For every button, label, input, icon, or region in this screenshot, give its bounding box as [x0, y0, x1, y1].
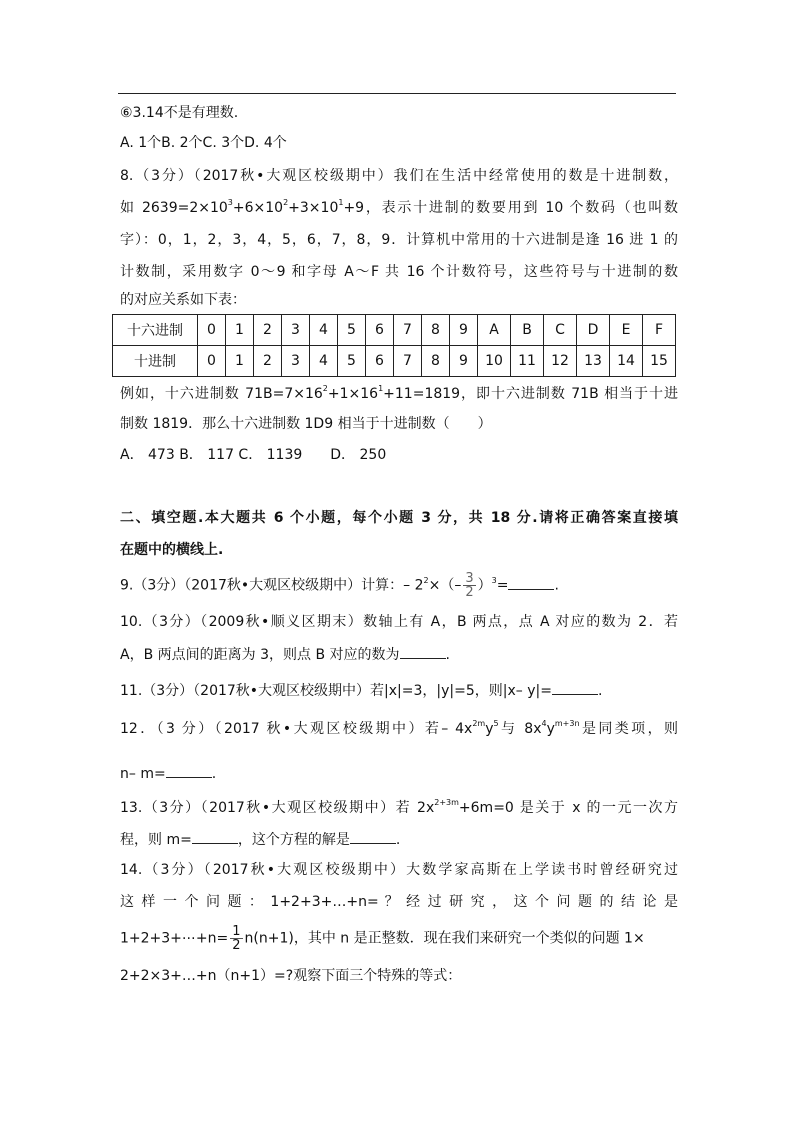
q14-line-2: 这 样 一 个 问 题 ： 1+2+3+…+n= ？ 经 过 研 究 ， 这 个 问 题 的 结 论 是: [120, 894, 678, 910]
q10-line-2: A，B 两点间的距离为 3，则点 B 对应的数为 .: [120, 644, 678, 665]
statement-6: ⑥3.14不是有理数.: [120, 105, 239, 121]
q8-line-3: 字）：0，1，2，3，4，5，6，7，8，9．计算机中常用的十六进制是逢 16 进 1 的: [120, 232, 678, 248]
hex-decimal-table: [112, 314, 676, 377]
section-2-heading-2: 在题中的横线上.: [120, 542, 224, 558]
table-cell: 3: [282, 346, 310, 377]
fraction: $\frac{1}{2}$: [232, 924, 241, 953]
table-cell: 15: [643, 346, 676, 377]
table-cell: 0: [198, 315, 226, 346]
table-cell: 5: [338, 315, 366, 346]
table-row: [113, 315, 676, 346]
q8-line-1: 8.（3分）（2017秋•大观区校级期中）我们在生活中经常使用的数是十进制数，: [120, 168, 678, 184]
table-cell: C: [544, 315, 577, 346]
table-cell: 4: [310, 315, 338, 346]
table-cell: 7: [394, 315, 422, 346]
q8-line-5: 的对应关系如下表：: [120, 292, 246, 308]
table-row: [113, 346, 676, 377]
q14-line-1: 14.（3分）（2017秋•大观区校级期中）大数学家高斯在上学读书时曾经研究过: [120, 862, 678, 878]
q13-line-1: 13.（3分）（2017秋•大观区校级期中）若 $2x^{2+3m}+6m=0$ 是关于 x 的一元一次方: [120, 798, 678, 816]
q11: 11.（3分）（2017秋•大观区校级期中）若|x|=3，|y|=5，则|x– y|= .: [120, 680, 678, 701]
q12-line-1: 12．（3 分）（2017 秋•大观区校级期中）若– $4x^{2m}y^5$与 $8x^4y^{m+3n}$是同类项，则: [120, 719, 679, 737]
answer-blank: [552, 680, 598, 695]
q14-line-4: 2+2×3+…+n（n+1）=?观察下面三个特殊的等式：: [120, 968, 462, 984]
q9: 9.（3分）（2017秋•大观区校级期中）计算：– $2^2\times(-$ $\frac{3}{2}$ ）$^3$= .: [120, 571, 559, 600]
q10-line-1: 10.（3分）（2009秋•顺义区期末）数轴上有 A，B 两点，点 A 对应的数为 2．若: [120, 614, 678, 630]
table-cell: 9: [450, 315, 478, 346]
table-cell: 8: [422, 315, 450, 346]
table-cell: 1: [226, 315, 254, 346]
table-cell: D: [577, 315, 610, 346]
table-cell: 2: [254, 315, 282, 346]
table-row-head: 十六进制: [113, 315, 198, 346]
table-cell: 13: [577, 346, 610, 377]
q8-options: A． 473 B． 117 C． 1139 D． 250: [120, 447, 387, 463]
q8-line-4: 计数制，采用数字 0～9 和字母 A～F 共 16 个计数符号，这些符号与十进制的数: [120, 264, 678, 280]
table-cell: 1: [226, 346, 254, 377]
table-cell: 7: [394, 346, 422, 377]
table-cell: 14: [610, 346, 643, 377]
table-cell: 11: [511, 346, 544, 377]
table-cell: 5: [338, 346, 366, 377]
table-cell: 8: [422, 346, 450, 377]
table-cell: 10: [478, 346, 511, 377]
table-cell: F: [643, 315, 676, 346]
q13-line-2: 程，则 m= ，这个方程的解是 .: [120, 829, 678, 850]
table-cell: A: [478, 315, 511, 346]
table-cell: 9: [450, 346, 478, 377]
table-cell: 4: [310, 346, 338, 377]
answer-blank: [400, 644, 446, 659]
answer-blank: [166, 763, 212, 778]
table-cell: 2: [254, 346, 282, 377]
answer-blank: [192, 829, 238, 844]
q8-line-7: 制数 1819．那么十六进制数 1D9 相当于十进制数（ ）: [120, 416, 492, 432]
q14-line-3: 1+2+3+⋯+n= $\frac{1}{2}$ n(n+1)，其中 n 是正整数．现在我们来研究一个类似的问题 1×: [120, 924, 645, 953]
answer-blank: [508, 575, 554, 590]
q7-options: A. 1个B. 2个C. 3个D. 4个: [120, 135, 287, 151]
fraction: $\frac{3}{2}$: [465, 571, 474, 600]
table-cell: 6: [366, 346, 394, 377]
answer-blank: [350, 829, 396, 844]
q8-line-2: 如 $2639=2\times 10^3+6\times 10^2+3\times 10^1+9$，表示十进制的数要用到 10 个数码（也叫数: [120, 198, 679, 216]
table-cell: B: [511, 315, 544, 346]
header-rule: [118, 93, 676, 94]
table-row-head: 十进制: [113, 346, 198, 377]
q12-line-2: n– m= .: [120, 763, 678, 784]
table-cell: 3: [282, 315, 310, 346]
table-cell: 0: [198, 346, 226, 377]
q8-line-6: 例如，十六进制数 $71B=7\times 16^2+1\times 16^1+11=1819$，即十六进制数 71B 相当于十进: [120, 384, 678, 402]
table-cell: E: [610, 315, 643, 346]
table-cell: 12: [544, 346, 577, 377]
section-2-heading-1: 二、填空题.本大题共 6 个小题，每个小题 3 分，共 18 分.请将正确答案直接填: [120, 510, 678, 526]
table-cell: 6: [366, 315, 394, 346]
